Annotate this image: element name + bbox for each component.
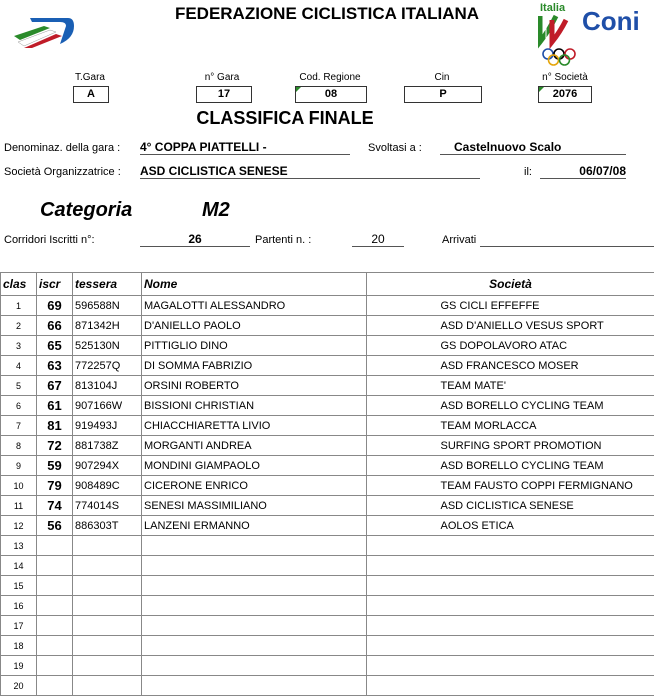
race-date-value: 06/07/08 (540, 164, 626, 179)
name-cell: PITTIGLIO DINO (142, 336, 367, 356)
name-cell: CHIACCHIARETTA LIVIO (142, 416, 367, 436)
team-cell (439, 536, 654, 556)
name-cell: MAGALOTTI ALESSANDRO (142, 296, 367, 316)
table-row (1, 316, 654, 336)
team-cell: ASD CICLISTICA SENESE (439, 496, 654, 516)
table-header-row (1, 273, 654, 296)
table-row (1, 416, 654, 436)
rank-cell: 10 (1, 476, 37, 496)
table-row (1, 576, 654, 596)
bib-cell (37, 596, 73, 616)
team-cell: TEAM FAUSTO COPPI FERMIGNANO (439, 476, 654, 496)
race-name-value: 4° COPPA PIATTELLI - (140, 140, 350, 155)
field-label-ngara: n° Gara (204, 72, 240, 83)
rank-cell: 18 (1, 636, 37, 656)
iscritti-label: Corridori Iscritti n°: (4, 234, 95, 246)
race-place-label: Svoltasi a : (368, 142, 422, 154)
bib-cell (37, 556, 73, 576)
bib-cell: 72 (37, 436, 73, 456)
field-label-cin: Cin (434, 72, 450, 83)
bib-cell (37, 656, 73, 676)
field-value-ngara: 17 (196, 86, 252, 103)
table-row (1, 376, 654, 396)
rank-cell: 9 (1, 456, 37, 476)
rank-cell: 13 (1, 536, 37, 556)
spacer-cell (367, 656, 439, 676)
team-cell: ASD BORELLO CYCLING TEAM (439, 396, 654, 416)
header-societa: Società (367, 273, 654, 296)
name-cell: MONDINI GIAMPAOLO (142, 456, 367, 476)
rank-cell: 16 (1, 596, 37, 616)
license-cell: 907294X (73, 456, 142, 476)
results-table (0, 272, 654, 696)
table-row (1, 596, 654, 616)
name-cell (142, 656, 367, 676)
table-row (1, 496, 654, 516)
spacer-cell (367, 476, 439, 496)
table-row (1, 536, 654, 556)
table-row (1, 676, 654, 696)
rank-cell: 1 (1, 296, 37, 316)
license-cell (73, 616, 142, 636)
rank-cell: 3 (1, 336, 37, 356)
field-value-tgara: A (73, 86, 109, 103)
bib-cell: 63 (37, 356, 73, 376)
bib-cell: 61 (37, 396, 73, 416)
table-row (1, 456, 654, 476)
table-row (1, 656, 654, 676)
spacer-cell (367, 416, 439, 436)
coni-italia-text: Italia (540, 2, 566, 14)
name-cell: CICERONE ENRICO (142, 476, 367, 496)
bib-cell: 59 (37, 456, 73, 476)
spacer-cell (367, 376, 439, 396)
name-cell: MORGANTI ANDREA (142, 436, 367, 456)
table-row (1, 516, 654, 536)
subtitle: CLASSIFICA FINALE (196, 108, 374, 128)
team-cell (439, 596, 654, 616)
team-cell: ASD FRANCESCO MOSER (439, 356, 654, 376)
rank-cell: 4 (1, 356, 37, 376)
license-cell (73, 676, 142, 696)
header-tessera: tessera (73, 273, 142, 296)
field-value-cin: P (404, 86, 482, 103)
spacer-cell (367, 396, 439, 416)
race-place-value: Castelnuovo Scalo (440, 140, 626, 155)
spacer-cell (367, 356, 439, 376)
race-name-label: Denominaz. della gara : (4, 142, 121, 154)
license-cell: 907166W (73, 396, 142, 416)
license-cell (73, 556, 142, 576)
license-cell: 886303T (73, 516, 142, 536)
rank-cell: 17 (1, 616, 37, 636)
license-cell: 871342H (73, 316, 142, 336)
team-cell: TEAM MORLACCA (439, 416, 654, 436)
spacer-cell (367, 636, 439, 656)
license-cell: 919493J (73, 416, 142, 436)
spacer-cell (367, 616, 439, 636)
team-cell (439, 576, 654, 596)
spacer-cell (367, 516, 439, 536)
license-cell (73, 596, 142, 616)
table-row (1, 296, 654, 316)
bib-cell: 65 (37, 336, 73, 356)
license-cell: 596588N (73, 296, 142, 316)
rank-cell: 15 (1, 576, 37, 596)
team-cell: GS DOPOLAVORO ATAC (439, 336, 654, 356)
bib-cell (37, 576, 73, 596)
team-cell: SURFING SPORT PROMOTION (439, 436, 654, 456)
rank-cell: 20 (1, 676, 37, 696)
table-row (1, 336, 654, 356)
name-cell: BISSIONI CHRISTIAN (142, 396, 367, 416)
bib-cell (37, 616, 73, 636)
spacer-cell (367, 296, 439, 316)
name-cell (142, 556, 367, 576)
category-label: Categoria (40, 199, 133, 221)
team-cell (439, 616, 654, 636)
bib-cell: 79 (37, 476, 73, 496)
name-cell (142, 596, 367, 616)
table-row (1, 616, 654, 636)
arrivati-label: Arrivati (442, 234, 477, 246)
table-row (1, 636, 654, 656)
coni-name-text: Coni (582, 6, 640, 36)
arrivati-value (480, 232, 654, 247)
race-org-label: Società Organizzatrice : (4, 166, 121, 178)
name-cell: LANZENI ERMANNO (142, 516, 367, 536)
rank-cell: 8 (1, 436, 37, 456)
name-cell: D'ANIELLO PAOLO (142, 316, 367, 336)
team-cell: GS CICLI EFFEFFE (439, 296, 654, 316)
bib-cell (37, 636, 73, 656)
spacer-cell (367, 676, 439, 696)
name-cell: SENESI MASSIMILIANO (142, 496, 367, 516)
header-clas: clas (1, 273, 37, 296)
rank-cell: 12 (1, 516, 37, 536)
race-org-value: ASD CICLISTICA SENESE (140, 164, 480, 179)
team-cell (439, 676, 654, 696)
rank-cell: 19 (1, 656, 37, 676)
field-label-tgara: T.Gara (74, 72, 105, 83)
iscritti-value: 26 (140, 232, 250, 247)
bib-cell: 69 (37, 296, 73, 316)
field-label-nsocieta: n° Società (542, 72, 588, 83)
race-date-label: il: (524, 166, 532, 178)
license-cell: 881738Z (73, 436, 142, 456)
team-cell (439, 636, 654, 656)
name-cell (142, 636, 367, 656)
license-cell (73, 656, 142, 676)
table-row (1, 356, 654, 376)
rank-cell: 2 (1, 316, 37, 336)
name-cell: DI SOMMA FABRIZIO (142, 356, 367, 376)
team-cell: ASD D'ANIELLO VESUS SPORT (439, 316, 654, 336)
field-value-codregione: 08 (295, 86, 367, 103)
license-cell (73, 576, 142, 596)
rank-cell: 7 (1, 416, 37, 436)
field-label-codregione: Cod. Regione (299, 72, 361, 83)
spacer-cell (367, 556, 439, 576)
spacer-cell (367, 336, 439, 356)
bib-cell: 66 (37, 316, 73, 336)
spacer-cell (367, 596, 439, 616)
name-cell (142, 536, 367, 556)
table-row (1, 476, 654, 496)
header-iscr: iscr (37, 273, 73, 296)
name-cell (142, 576, 367, 596)
team-cell (439, 656, 654, 676)
spacer-cell (367, 436, 439, 456)
team-cell: ASD BORELLO CYCLING TEAM (439, 456, 654, 476)
spacer-cell (367, 536, 439, 556)
license-cell: 774014S (73, 496, 142, 516)
license-cell (73, 636, 142, 656)
name-cell (142, 676, 367, 696)
partenti-value: 20 (352, 232, 404, 247)
rank-cell: 6 (1, 396, 37, 416)
license-cell: 772257Q (73, 356, 142, 376)
bib-cell: 67 (37, 376, 73, 396)
team-cell: TEAM MATE' (439, 376, 654, 396)
page-title: FEDERAZIONE CICLISTICA ITALIANA (174, 4, 480, 23)
rank-cell: 11 (1, 496, 37, 516)
bib-cell: 74 (37, 496, 73, 516)
team-cell: AOLOS ETICA (439, 516, 654, 536)
bib-cell (37, 676, 73, 696)
table-row (1, 396, 654, 416)
name-cell (142, 616, 367, 636)
spacer-cell (367, 496, 439, 516)
license-cell (73, 536, 142, 556)
category-value: M2 (202, 199, 230, 221)
license-cell: 525130N (73, 336, 142, 356)
spacer-cell (367, 456, 439, 476)
table-row (1, 436, 654, 456)
license-cell: 908489C (73, 476, 142, 496)
name-cell: ORSINI ROBERTO (142, 376, 367, 396)
header-nome: Nome (142, 273, 367, 296)
partenti-label: Partenti n. : (255, 234, 312, 246)
rank-cell: 5 (1, 376, 37, 396)
spacer-cell (367, 316, 439, 336)
bib-cell: 81 (37, 416, 73, 436)
rank-cell: 14 (1, 556, 37, 576)
spacer-cell (367, 576, 439, 596)
table-row (1, 556, 654, 576)
field-value-nsocieta: 2076 (538, 86, 592, 103)
coni-logo (538, 2, 650, 68)
license-cell: 813104J (73, 376, 142, 396)
team-cell (439, 556, 654, 576)
bib-cell: 56 (37, 516, 73, 536)
bib-cell (37, 536, 73, 556)
